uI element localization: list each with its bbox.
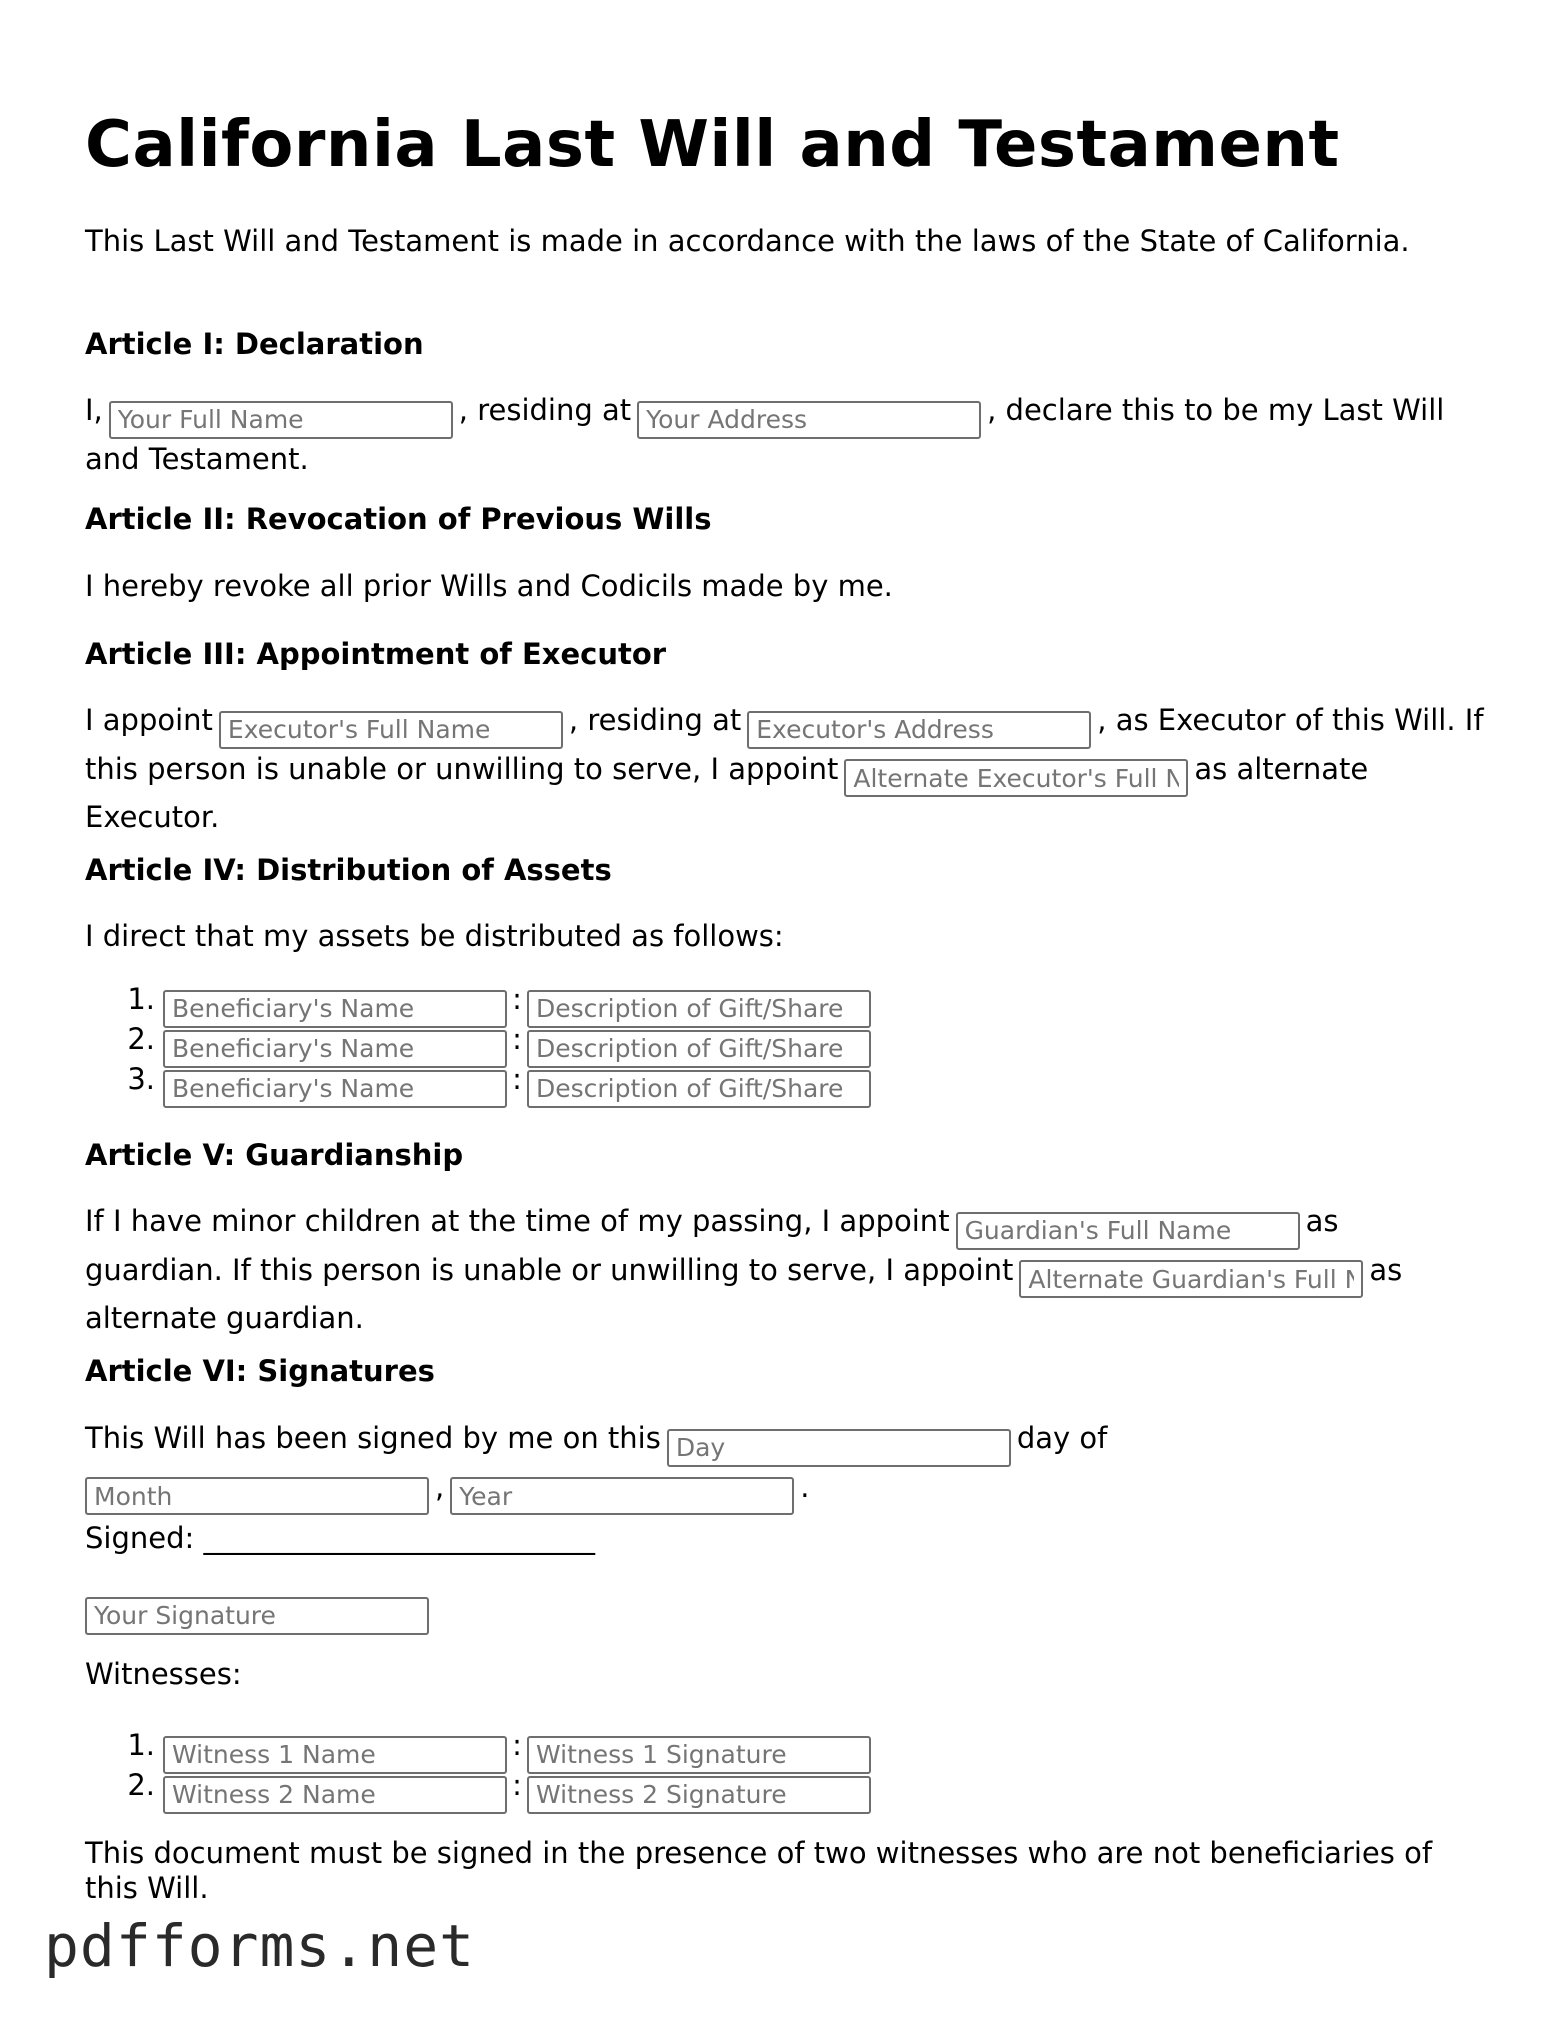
article5-heading: Article V: Guardianship bbox=[85, 1138, 464, 1172]
witness-row bbox=[85, 1765, 871, 1805]
full-name-input[interactable] bbox=[109, 401, 453, 439]
article6-date-text bbox=[85, 1418, 1205, 1515]
list-number: 2. bbox=[127, 1022, 155, 1056]
period: . bbox=[800, 1469, 810, 1504]
signature-row bbox=[85, 1586, 429, 1626]
gift-description-input[interactable] bbox=[527, 1070, 871, 1108]
article3-text-4: as alternate Executor. bbox=[85, 751, 1369, 834]
witness-signature-input[interactable] bbox=[527, 1776, 871, 1814]
year-input[interactable] bbox=[450, 1477, 794, 1515]
article1-text bbox=[85, 390, 1485, 479]
article5-text-3: as alternate guardian. bbox=[85, 1252, 1403, 1335]
beneficiary-row bbox=[85, 979, 871, 1019]
address-input[interactable] bbox=[637, 401, 981, 439]
article1-text-1: I, bbox=[85, 393, 103, 427]
alternate-guardian-input[interactable] bbox=[1019, 1260, 1363, 1298]
article4-heading: Article IV: Distribution of Assets bbox=[85, 853, 612, 887]
witness-name-input[interactable] bbox=[163, 1776, 507, 1814]
guardian-name-input[interactable] bbox=[956, 1212, 1300, 1250]
beneficiary-row bbox=[85, 1019, 871, 1059]
executor-address-input[interactable] bbox=[747, 711, 1091, 749]
executor-name-input[interactable] bbox=[219, 711, 563, 749]
article5-text bbox=[85, 1201, 1485, 1338]
beneficiary-row bbox=[85, 1059, 871, 1099]
beneficiary-name-input[interactable] bbox=[163, 1070, 507, 1108]
article6-heading: Article VI: Signatures bbox=[85, 1354, 435, 1388]
witnesses-label: Witnesses: bbox=[85, 1657, 242, 1691]
article3-text-3: , as Executor of this Will. If this person is unable or unwilling to serve, I appoint bbox=[85, 703, 1484, 786]
signed-line: Signed: ___________________________ bbox=[85, 1521, 595, 1555]
colon: : bbox=[512, 1062, 522, 1096]
watermark-logo: pdfforms.net bbox=[44, 1912, 476, 1980]
article6-text-1: This Will has been signed by me on this bbox=[85, 1421, 661, 1455]
witness-row bbox=[85, 1725, 871, 1765]
article3-text-2: , residing at bbox=[568, 703, 742, 737]
witness-note: This document must be signed in the presence of two witnesses who are not beneficiaries of this Will. bbox=[85, 1836, 1433, 1905]
will-document bbox=[85, 100, 1485, 1905]
list-number: 2. bbox=[127, 1768, 155, 1802]
colon: : bbox=[512, 1022, 522, 1056]
list-number: 1. bbox=[127, 1728, 155, 1762]
comma: , bbox=[435, 1469, 445, 1504]
article2-text: I hereby revoke all prior Wills and Codicils made by me. bbox=[85, 569, 893, 603]
colon: : bbox=[512, 1728, 522, 1762]
article3-text bbox=[85, 700, 1485, 837]
article1-heading: Article I: Declaration bbox=[85, 327, 424, 361]
signature-input[interactable] bbox=[85, 1597, 429, 1635]
month-input[interactable] bbox=[85, 1477, 429, 1515]
article3-heading: Article III: Appointment of Executor bbox=[85, 637, 667, 671]
article2-heading: Article II: Revocation of Previous Wills bbox=[85, 502, 712, 536]
article3-text-1: I appoint bbox=[85, 703, 213, 737]
article1-text-2: , residing at bbox=[458, 393, 632, 427]
colon: : bbox=[512, 1768, 522, 1802]
article5-text-1: If I have minor children at the time of my passing, I appoint bbox=[85, 1204, 950, 1238]
article1-text-3: , declare this to be my Last Will and Testament. bbox=[85, 393, 1445, 476]
article4-text: I direct that my assets be distributed as follows: bbox=[85, 919, 784, 953]
article6-text-2: day of bbox=[1016, 1421, 1108, 1455]
list-number: 1. bbox=[127, 982, 155, 1016]
article5-text-2: as guardian. If this person is unable or unwilling to serve, I appoint bbox=[85, 1204, 1339, 1287]
day-input[interactable] bbox=[667, 1429, 1011, 1467]
alternate-executor-input[interactable] bbox=[844, 759, 1188, 797]
intro-text: This Last Will and Testament is made in accordance with the laws of the State of California. bbox=[85, 224, 1410, 258]
colon: : bbox=[512, 982, 522, 1016]
page-title: California Last Will and Testament bbox=[85, 108, 1340, 182]
list-number: 3. bbox=[127, 1062, 155, 1096]
